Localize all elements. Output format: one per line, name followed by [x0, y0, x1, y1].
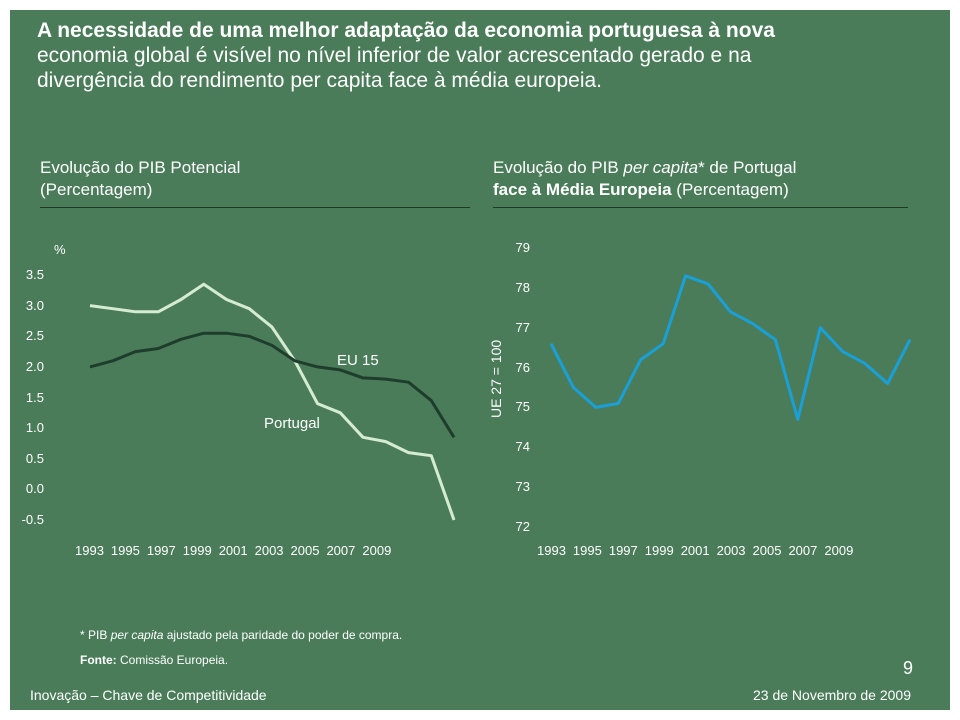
y-tick: 79	[515, 240, 530, 255]
y-tick: 0.5	[25, 450, 44, 466]
right-chart-x-ticks	[537, 544, 860, 558]
left-chart-unit-label: %	[54, 242, 66, 257]
x-tick: 1995	[110, 543, 140, 558]
y-tick: 3.5	[25, 267, 44, 282]
footer-date: 23 de Novembro de 2009	[753, 687, 911, 703]
y-tick: 77	[515, 319, 530, 335]
y-tick: 2.5	[25, 328, 44, 344]
source-label: Fonte:	[80, 653, 117, 667]
x-tick: 2005	[290, 543, 320, 558]
x-tick: 2001	[680, 543, 710, 558]
left-panel-title-line-2: (Percentagem)	[40, 180, 153, 199]
x-tick: 2009	[824, 543, 854, 558]
x-tick: 2003	[254, 543, 284, 558]
x-tick: 1997	[146, 543, 176, 558]
y-tick: 72	[515, 519, 530, 534]
x-tick: 2009	[362, 543, 392, 558]
headline-line-1: A necessidade de uma melhor adaptação da economia portuguesa à nova	[37, 19, 775, 42]
series-label-portugal: Portugal	[264, 415, 320, 432]
x-tick: 1995	[572, 543, 602, 558]
y-tick: 1.0	[25, 420, 44, 436]
footnote-asterisk: * PIB	[80, 628, 111, 642]
x-tick: 2001	[218, 543, 248, 558]
right-chart-plot	[10, 10, 950, 710]
footnote-rest: ajustado pela paridade do poder de compra.	[163, 628, 403, 642]
x-tick: 1993	[75, 543, 104, 558]
x-tick: 2003	[716, 543, 746, 558]
left-panel-title-line-1: Evolução do PIB Potencial	[40, 158, 241, 177]
footer-title: Inovação – Chave de Competitividade	[30, 687, 267, 703]
y-tick: 73	[515, 479, 530, 495]
x-tick: 2005	[752, 543, 782, 558]
right-panel-title-part-1: Evolução do PIB	[493, 158, 624, 177]
y-tick: -0.5	[21, 512, 44, 527]
right-chart-y-label: UE 27 = 100	[488, 339, 504, 418]
right-panel-title-rest: (Percentagem)	[671, 180, 789, 199]
right-panel-title-part-3: * de Portugal	[698, 158, 797, 177]
y-tick: 74	[515, 439, 530, 455]
source-text: Comissão Europeia.	[116, 653, 229, 667]
y-tick: 1.5	[25, 389, 44, 405]
y-tick: 2.0	[25, 358, 44, 374]
footnote-italic: per capita	[110, 628, 164, 642]
y-tick: 76	[515, 359, 530, 375]
slide	[10, 10, 950, 710]
source-note	[80, 653, 228, 667]
x-tick: 2007	[788, 543, 818, 558]
headline-line-3: divergência do rendimento per capita face à média europeia.	[37, 69, 603, 92]
headline-line-2: economia global é visível no nível inferior de valor acrescentado gerado e na	[37, 44, 752, 67]
right-panel-title-italic: per capita	[623, 158, 699, 177]
y-tick: 0.0	[25, 481, 44, 497]
x-tick: 1997	[608, 543, 638, 558]
page-number: 9	[903, 658, 914, 678]
right-panel-title-bold: face à Média Europeia	[493, 180, 672, 199]
y-tick: 75	[515, 399, 530, 415]
series-label-eu15: EU 15	[337, 352, 379, 369]
y-tick: 3.0	[25, 297, 44, 313]
x-tick: 1993	[537, 543, 566, 558]
x-tick: 2007	[326, 543, 356, 558]
footnote	[80, 628, 402, 642]
x-tick: 1999	[644, 543, 674, 558]
y-tick: 78	[515, 279, 530, 295]
series-line-0	[551, 276, 910, 420]
x-tick: 1999	[182, 543, 212, 558]
